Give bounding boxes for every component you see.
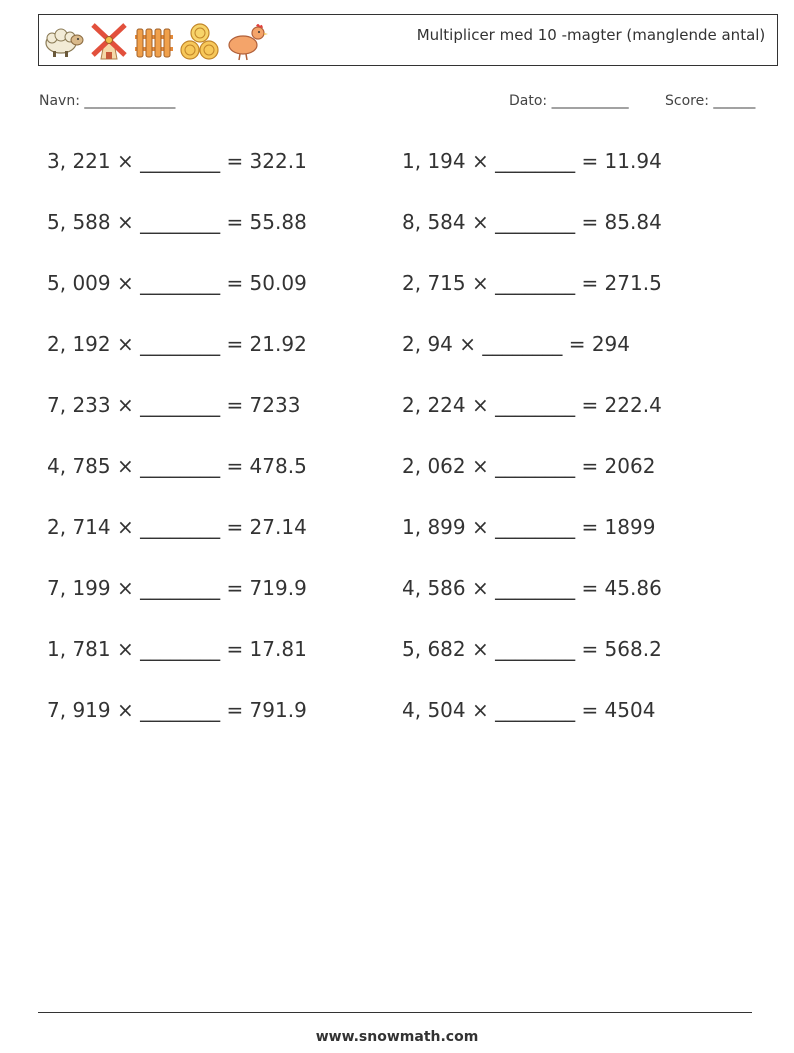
windmill-icon (89, 21, 129, 61)
problem-right-10: 4, 504 × ________ = 4504 (402, 698, 656, 722)
problem-left-1: 3, 221 × ________ = 322.1 (47, 149, 307, 173)
problem-left-4: 2, 192 × ________ = 21.92 (47, 332, 307, 356)
date-field: Dato: ___________ (509, 93, 629, 109)
problem-right-2: 8, 584 × ________ = 85.84 (402, 210, 662, 234)
problem-left-5: 7, 233 × ________ = 7233 (47, 393, 301, 417)
problem-left-8: 7, 199 × ________ = 719.9 (47, 576, 307, 600)
problem-left-10: 7, 919 × ________ = 791.9 (47, 698, 307, 722)
footer-url: www.snowmath.com (315, 1029, 479, 1045)
farm-icons (43, 21, 273, 61)
problem-left-6: 4, 785 × ________ = 478.5 (47, 454, 307, 478)
score-field: Score: ______ (665, 93, 756, 109)
problem-right-9: 5, 682 × ________ = 568.2 (402, 637, 662, 661)
hay-bales-icon (179, 21, 221, 61)
name-field: Navn: _____________ (39, 93, 176, 109)
problem-right-4: 2, 94 × ________ = 294 (402, 332, 631, 356)
problem-right-8: 4, 586 × ________ = 45.86 (402, 576, 662, 600)
problem-left-2: 5, 588 × ________ = 55.88 (47, 210, 307, 234)
fence-icon (133, 21, 175, 61)
problem-left-7: 2, 714 × ________ = 27.14 (47, 515, 307, 539)
hen-icon (225, 21, 269, 61)
footer-divider (38, 1012, 752, 1013)
problem-right-6: 2, 062 × ________ = 2062 (402, 454, 656, 478)
problem-right-5: 2, 224 × ________ = 222.4 (402, 393, 662, 417)
problem-left-3: 5, 009 × ________ = 50.09 (47, 271, 307, 295)
problem-right-7: 1, 899 × ________ = 1899 (402, 515, 656, 539)
sheep-icon (43, 21, 85, 61)
worksheet-header (38, 14, 778, 66)
problem-left-9: 1, 781 × ________ = 17.81 (47, 637, 307, 661)
problem-right-1: 1, 194 × ________ = 11.94 (402, 149, 662, 173)
problem-right-3: 2, 715 × ________ = 271.5 (402, 271, 662, 295)
worksheet-title: Multiplicer med 10 -magter (manglende antal) (416, 26, 766, 44)
